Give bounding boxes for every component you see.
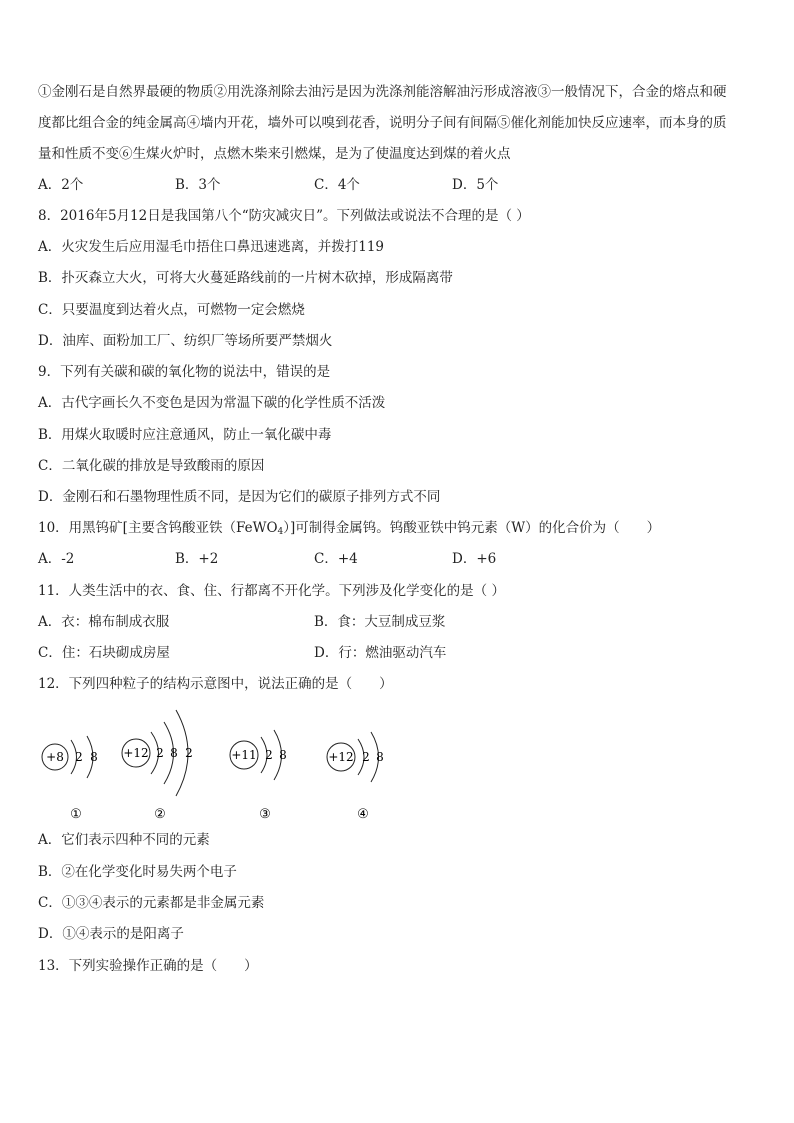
q8-option-a[interactable]: A．火灾发生后应用湿毛巾捂住口鼻迅速逃离，并拨打119: [38, 239, 385, 255]
particle-2-shell-1-electrons: 2: [156, 746, 164, 760]
q8-stem: 8．2016年5月12日是我国第八个“防灾减灾日”。下列做法或说法不合理的是（ ）: [38, 208, 530, 224]
q9-option-d[interactable]: D．金刚石和石墨物理性质不同，是因为它们的碳原子排列方式不同: [38, 489, 441, 505]
q7-option-d[interactable]: D．5个: [452, 177, 499, 193]
particle-1-shell-2-electrons: 8: [90, 750, 98, 764]
q10-option-d[interactable]: D．+6: [452, 551, 497, 567]
particle-1-label: ①: [70, 807, 82, 822]
q12-option-a[interactable]: A．它们表示四种不同的元素: [38, 832, 210, 848]
particle-2-label: ②: [154, 807, 166, 822]
q11-option-c[interactable]: C．住：石块砌成房屋: [38, 645, 170, 661]
particle-3-shell-2-electrons: 8: [279, 748, 287, 762]
q7-option-a[interactable]: A．2个: [38, 177, 84, 193]
q8-option-d[interactable]: D．油库、面粉加工厂、纺织厂等场所要严禁烟火: [38, 333, 333, 349]
atomic-structure-diagrams: [38, 700, 438, 825]
q9-stem: 9．下列有关碳和碳的氧化物的说法中，错误的是: [38, 364, 331, 380]
q7-option-c[interactable]: C．4个: [314, 177, 360, 193]
particle-2-nucleus: +12: [123, 746, 149, 760]
q12-option-d[interactable]: D．①④表示的是阳离子: [38, 926, 184, 942]
q10-stem-subscript: 4: [277, 527, 284, 537]
q13-stem: 13．下列实验操作正确的是（ ）: [38, 958, 258, 974]
particle-3-shell-1-electrons: 2: [265, 748, 273, 762]
particle-2-shell-3-electrons: 2: [185, 746, 193, 760]
particle-4-nucleus: +12: [328, 750, 354, 764]
intro-line-2: 度都比组合金的纯金属高④墙内开花，墙外可以嗅到花香，说明分子间有间隔⑤催化剂能加快反应速率，而本身的质: [38, 115, 727, 131]
particle-3-nucleus: +11: [231, 748, 257, 762]
particle-1: [42, 736, 98, 822]
particle-4: [327, 732, 384, 822]
q7-option-b[interactable]: B．3个: [175, 177, 221, 193]
particle-2: [122, 710, 193, 822]
particle-4-shell-1-electrons: 2: [362, 750, 370, 764]
particle-3-label: ③: [259, 807, 271, 822]
particle-2-shell-2-electrons: 8: [170, 746, 178, 760]
q9-option-b[interactable]: B．用煤火取暖时应注意通风，防止一氧化碳中毒: [38, 427, 332, 443]
q9-option-c[interactable]: C．二氧化碳的排放是导致酸雨的原因: [38, 458, 265, 474]
q12-option-b[interactable]: B．②在化学变化时易失两个电子: [38, 864, 237, 880]
particle-4-label: ④: [357, 807, 369, 822]
q12-option-c[interactable]: C．①③④表示的元素都是非金属元素: [38, 895, 265, 911]
q10-stem: [38, 518, 660, 542]
particle-1-nucleus: +8: [46, 750, 64, 764]
particle-3: [230, 730, 287, 822]
particle-1-shell-1-electrons: 2: [75, 750, 83, 764]
q10-option-a[interactable]: A．-2: [38, 551, 75, 567]
q11-option-a[interactable]: A．衣：棉布制成衣服: [38, 614, 170, 630]
particle-4-shell-2-electrons: 8: [376, 750, 384, 764]
q11-option-b[interactable]: B．食：大豆制成豆浆: [314, 614, 446, 630]
atomic-structure-svg: [38, 700, 438, 825]
intro-line-1: ①金刚石是自然界最硬的物质②用洗涤剂除去油污是因为洗涤剂能溶解油污形成溶液③一般情况下，合金的熔点和硬: [38, 84, 727, 100]
q10-option-b[interactable]: B．+2: [175, 551, 219, 567]
q11-option-d[interactable]: D．行：燃油驱动汽车: [314, 645, 447, 661]
q8-option-b[interactable]: B．扑灭森立大火，可将大火蔓延路线前的一片树木砍掉，形成隔离带: [38, 270, 453, 286]
q12-stem: 12．下列四种粒子的结构示意图中，说法正确的是（ ）: [38, 676, 393, 692]
q10-stem-part-b: ）]可制得金属钨。钨酸亚铁中钨元素（W）的化合价为（ ）: [283, 520, 661, 536]
q11-stem: 11．人类生活中的衣、食、住、行都离不开化学。下列涉及化学变化的是（ ）: [38, 583, 505, 599]
intro-line-3: 量和性质不变⑥生煤火炉时，点燃木柴来引燃煤，是为了使温度达到煤的着火点: [38, 146, 511, 162]
q10-option-c[interactable]: C．+4: [314, 551, 358, 567]
q8-option-c[interactable]: C．只要温度到达着火点，可燃物一定会燃烧: [38, 302, 305, 318]
q10-stem-part-a: 10．用黑钨矿[主要含钨酸亚铁（FeWO: [38, 520, 278, 536]
q9-option-a[interactable]: A．古代字画长久不变色是因为常温下碳的化学性质不活泼: [38, 395, 386, 411]
